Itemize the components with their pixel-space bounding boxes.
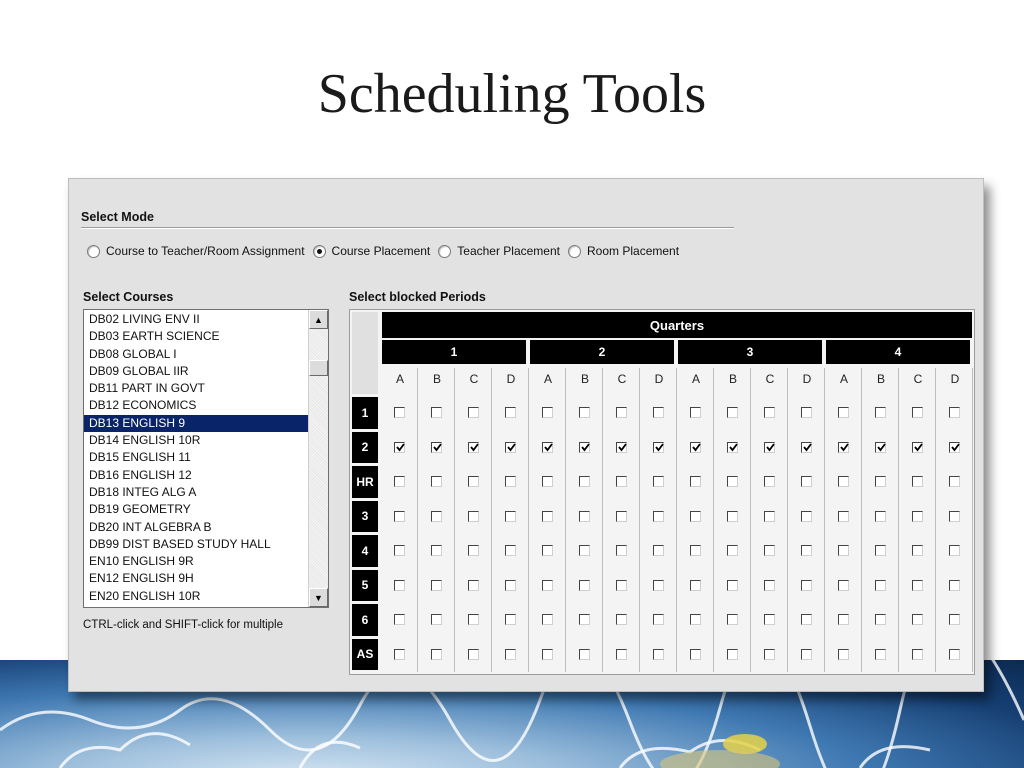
period-checkbox[interactable] [838,407,849,418]
mode-option-label: Teacher Placement [457,244,560,258]
column-letter: B [728,372,737,386]
course-list-item[interactable]: DB18 INTEG ALG A [89,484,197,499]
course-list-item[interactable]: DB14 ENGLISH 10R [89,433,201,448]
period-checkbox[interactable] [505,511,516,522]
period-checkbox[interactable] [468,649,479,660]
period-checkbox[interactable] [912,476,923,487]
period-checkbox[interactable] [616,580,627,591]
period-checkbox[interactable] [690,476,701,487]
period-checkbox[interactable] [653,511,664,522]
period-checkbox[interactable] [764,545,775,556]
period-checkbox[interactable] [653,407,664,418]
period-checkbox[interactable] [468,545,479,556]
period-checkbox[interactable] [468,511,479,522]
period-label: 5 [352,570,378,602]
quarter-header: 1 [382,340,526,364]
period-checkbox-checked[interactable] [690,442,701,453]
period-checkbox[interactable] [394,511,405,522]
period-checkbox[interactable] [542,580,553,591]
scroll-down-button[interactable] [309,588,328,607]
checkmark-icon [543,442,554,453]
period-checkbox[interactable] [542,511,553,522]
period-checkbox[interactable] [875,476,886,487]
period-checkbox[interactable] [949,407,960,418]
period-checkbox[interactable] [431,407,442,418]
checkmark-icon [839,442,850,453]
course-list-item[interactable]: DB16 ENGLISH 12 [89,467,192,482]
radio-selected-icon[interactable] [313,245,326,258]
period-checkbox[interactable] [542,407,553,418]
period-checkbox[interactable] [764,407,775,418]
course-list-item[interactable]: DB13 ENGLISH 9 [84,415,308,432]
period-checkbox-checked[interactable] [764,442,775,453]
period-label: 4 [352,535,378,567]
period-checkbox[interactable] [542,614,553,625]
course-listbox[interactable] [83,309,329,608]
period-checkbox[interactable] [394,407,405,418]
mode-options [87,241,687,261]
period-checkbox[interactable] [579,476,590,487]
period-checkbox[interactable] [431,476,442,487]
period-checkbox-checked[interactable] [468,442,479,453]
radio-icon[interactable] [87,245,100,258]
period-checkbox[interactable] [912,649,923,660]
period-checkbox-checked[interactable] [431,442,442,453]
column-divider [602,368,603,672]
period-checkbox[interactable] [875,649,886,660]
radio-icon[interactable] [438,245,451,258]
course-items [84,311,308,605]
course-list-item[interactable]: DB08 GLOBAL I [89,346,177,361]
period-checkbox[interactable] [690,511,701,522]
period-checkbox[interactable] [727,649,738,660]
column-divider [750,368,751,672]
period-checkbox[interactable] [616,407,627,418]
column-divider [713,368,714,672]
column-letter: B [580,372,589,386]
period-label: 2 [352,432,378,464]
period-checkbox[interactable] [764,614,775,625]
mode-option-label: Course to Teacher/Room Assignment [106,244,305,258]
scroll-thumb[interactable] [309,360,328,376]
period-checkbox[interactable] [690,649,701,660]
arrow-down-icon: ▼ [314,592,323,603]
column-letter: A [839,372,848,386]
period-checkbox[interactable] [764,580,775,591]
period-checkbox[interactable] [690,580,701,591]
period-checkbox[interactable] [949,545,960,556]
period-checkbox-checked[interactable] [394,442,405,453]
period-checkbox[interactable] [875,407,886,418]
period-checkbox[interactable] [801,407,812,418]
period-checkbox[interactable] [505,545,516,556]
period-checkbox[interactable] [579,580,590,591]
period-checkbox[interactable] [838,614,849,625]
checkmark-icon [469,442,480,453]
period-checkbox[interactable] [653,545,664,556]
period-checkbox-checked[interactable] [542,442,553,453]
period-checkbox[interactable] [764,476,775,487]
course-list-item[interactable]: DB03 EARTH SCIENCE [89,329,220,344]
period-checkbox[interactable] [616,476,627,487]
period-checkbox[interactable] [394,614,405,625]
period-checkbox[interactable] [727,476,738,487]
period-checkbox[interactable] [838,580,849,591]
column-divider [787,368,788,672]
column-divider [898,368,899,672]
period-checkbox[interactable] [875,614,886,625]
period-checkbox[interactable] [690,407,701,418]
checkmark-icon [876,442,887,453]
period-checkbox[interactable] [653,649,664,660]
column-letter: A [395,372,404,386]
period-checkbox[interactable] [505,649,516,660]
period-checkbox-checked[interactable] [949,442,960,453]
period-checkbox[interactable] [431,545,442,556]
checkmark-icon [691,442,702,453]
period-checkbox[interactable] [505,476,516,487]
checkmark-icon [728,442,739,453]
column-divider [417,368,418,672]
column-divider [565,368,566,672]
column-letter: C [913,372,923,386]
course-list-item[interactable]: DB15 ENGLISH 11 [89,450,191,465]
period-checkbox[interactable] [764,649,775,660]
period-checkbox[interactable] [653,614,664,625]
checkmark-icon [913,442,924,453]
column-letter: C [765,372,775,386]
column-divider [491,368,492,672]
checkmark-icon [765,442,776,453]
column-divider [639,368,640,672]
mode-option-course-placement[interactable] [313,244,431,258]
period-checkbox[interactable] [727,580,738,591]
period-label: 6 [352,604,378,636]
mode-option-room-placement[interactable] [568,244,679,258]
period-checkbox[interactable] [468,614,479,625]
mode-option-course-teacher-room[interactable] [87,244,305,258]
checkmark-icon [432,442,443,453]
period-checkbox[interactable] [727,545,738,556]
course-list-item[interactable]: DB12 ECONOMICS [89,398,197,413]
column-letter: D [654,372,664,386]
period-checkbox[interactable] [505,614,516,625]
period-checkbox[interactable] [542,476,553,487]
period-checkbox[interactable] [949,649,960,660]
period-checkbox[interactable] [616,649,627,660]
period-checkbox[interactable] [690,545,701,556]
column-letter: A [691,372,700,386]
column-letter: B [876,372,885,386]
period-checkbox[interactable] [949,580,960,591]
period-checkbox[interactable] [838,476,849,487]
course-list-scrollbar[interactable] [308,310,328,607]
column-divider [454,368,455,672]
period-checkbox[interactable] [875,545,886,556]
course-list-item[interactable]: EN20 ENGLISH 10R [89,588,201,603]
period-checkbox[interactable] [394,476,405,487]
checkmark-icon [802,442,813,453]
period-checkbox[interactable] [394,545,405,556]
period-checkbox-checked[interactable] [653,442,664,453]
period-checkbox[interactable] [542,545,553,556]
period-checkbox[interactable] [468,580,479,591]
mode-option-label: Course Placement [331,244,431,258]
mode-option-label: Room Placement [587,244,680,258]
period-checkbox[interactable] [394,580,405,591]
period-checkbox[interactable] [468,407,479,418]
column-letter: D [802,372,812,386]
course-list-item[interactable]: DB20 INT ALGEBRA B [89,519,212,534]
column-letter: C [469,372,479,386]
period-checkbox-checked[interactable] [838,442,849,453]
course-list-item[interactable]: DB09 GLOBAL IIR [89,363,189,378]
period-checkbox[interactable] [801,476,812,487]
quarter-header: 2 [530,340,674,364]
period-checkbox-checked[interactable] [801,442,812,453]
course-list-item[interactable]: DB02 LIVING ENV II [89,312,200,326]
period-label: 3 [352,501,378,533]
column-divider [935,368,936,672]
multi-select-hint: CTRL-click and SHIFT-click for multiple [83,619,284,631]
scheduling-panel [68,178,984,692]
period-checkbox[interactable] [579,545,590,556]
period-checkbox[interactable] [579,614,590,625]
select-mode-label: Select Mode [81,210,154,224]
course-list-item[interactable]: DB99 DIST BASED STUDY HALL [89,536,271,551]
slide-title: Scheduling Tools [317,63,707,125]
course-list-item[interactable]: DB11 PART IN GOVT [89,381,205,396]
checkmark-icon [617,442,628,453]
select-periods-label: Select blocked Periods [349,290,486,304]
checkmark-icon [950,442,961,453]
period-checkbox[interactable] [579,649,590,660]
period-checkbox[interactable] [505,407,516,418]
grid-corner [352,312,378,394]
period-checkbox[interactable] [579,407,590,418]
period-checkbox[interactable] [727,407,738,418]
period-checkbox[interactable] [431,649,442,660]
column-divider [972,368,973,672]
period-checkbox[interactable] [764,511,775,522]
quarter-header: 4 [826,340,970,364]
period-checkbox[interactable] [616,614,627,625]
period-checkbox-checked[interactable] [727,442,738,453]
scroll-up-button[interactable] [309,310,328,329]
checkmark-icon [395,442,406,453]
arrow-up-icon: ▲ [314,314,323,325]
blocked-periods-grid [349,309,975,675]
column-letter: A [543,372,552,386]
period-label: 1 [352,397,378,429]
period-checkbox[interactable] [616,511,627,522]
column-letter: D [950,372,960,386]
mode-divider [81,227,734,229]
period-checkbox[interactable] [949,614,960,625]
period-checkbox[interactable] [912,545,923,556]
period-checkbox[interactable] [653,580,664,591]
select-courses-label: Select Courses [83,290,174,304]
period-checkbox[interactable] [838,545,849,556]
column-divider [824,368,825,672]
period-checkbox[interactable] [542,649,553,660]
period-checkbox-checked[interactable] [616,442,627,453]
period-checkbox[interactable] [727,511,738,522]
column-divider [861,368,862,672]
period-checkbox-checked[interactable] [912,442,923,453]
period-checkbox[interactable] [875,580,886,591]
radio-icon[interactable] [568,245,581,258]
course-list-item[interactable]: EN10 ENGLISH 9R [89,554,194,569]
period-checkbox[interactable] [801,545,812,556]
quarters-header: Quarters [382,312,972,338]
checkmark-icon [580,442,591,453]
period-checkbox-checked[interactable] [579,442,590,453]
column-letter: B [432,372,441,386]
period-checkbox[interactable] [801,511,812,522]
course-list-item[interactable]: DB19 GEOMETRY [89,502,191,517]
period-checkbox[interactable] [949,476,960,487]
period-checkbox-checked[interactable] [505,442,516,453]
checkmark-icon [654,442,665,453]
period-checkbox[interactable] [690,614,701,625]
period-checkbox[interactable] [912,614,923,625]
period-checkbox[interactable] [912,407,923,418]
period-checkbox[interactable] [875,511,886,522]
period-checkbox[interactable] [838,649,849,660]
period-checkbox[interactable] [838,511,849,522]
period-checkbox[interactable] [579,511,590,522]
column-divider [676,368,677,672]
period-checkbox[interactable] [653,476,664,487]
period-checkbox[interactable] [431,614,442,625]
period-checkbox[interactable] [431,511,442,522]
period-checkbox[interactable] [801,614,812,625]
period-checkbox[interactable] [912,580,923,591]
period-checkbox[interactable] [394,649,405,660]
column-letter: C [617,372,627,386]
period-checkbox[interactable] [505,580,516,591]
period-checkbox[interactable] [727,614,738,625]
period-checkbox[interactable] [912,511,923,522]
period-checkbox[interactable] [616,545,627,556]
period-checkbox[interactable] [801,649,812,660]
period-checkbox[interactable] [949,511,960,522]
column-divider [528,368,529,672]
period-checkbox[interactable] [431,580,442,591]
period-label: AS [352,639,378,671]
period-label: HR [352,466,378,498]
mode-option-teacher-placement[interactable] [438,244,560,258]
period-checkbox[interactable] [801,580,812,591]
period-checkbox-checked[interactable] [875,442,886,453]
course-list-item[interactable]: EN12 ENGLISH 9H [89,571,194,586]
checkmark-icon [506,442,517,453]
period-checkbox[interactable] [468,476,479,487]
column-letter: D [506,372,516,386]
quarter-header: 3 [678,340,822,364]
